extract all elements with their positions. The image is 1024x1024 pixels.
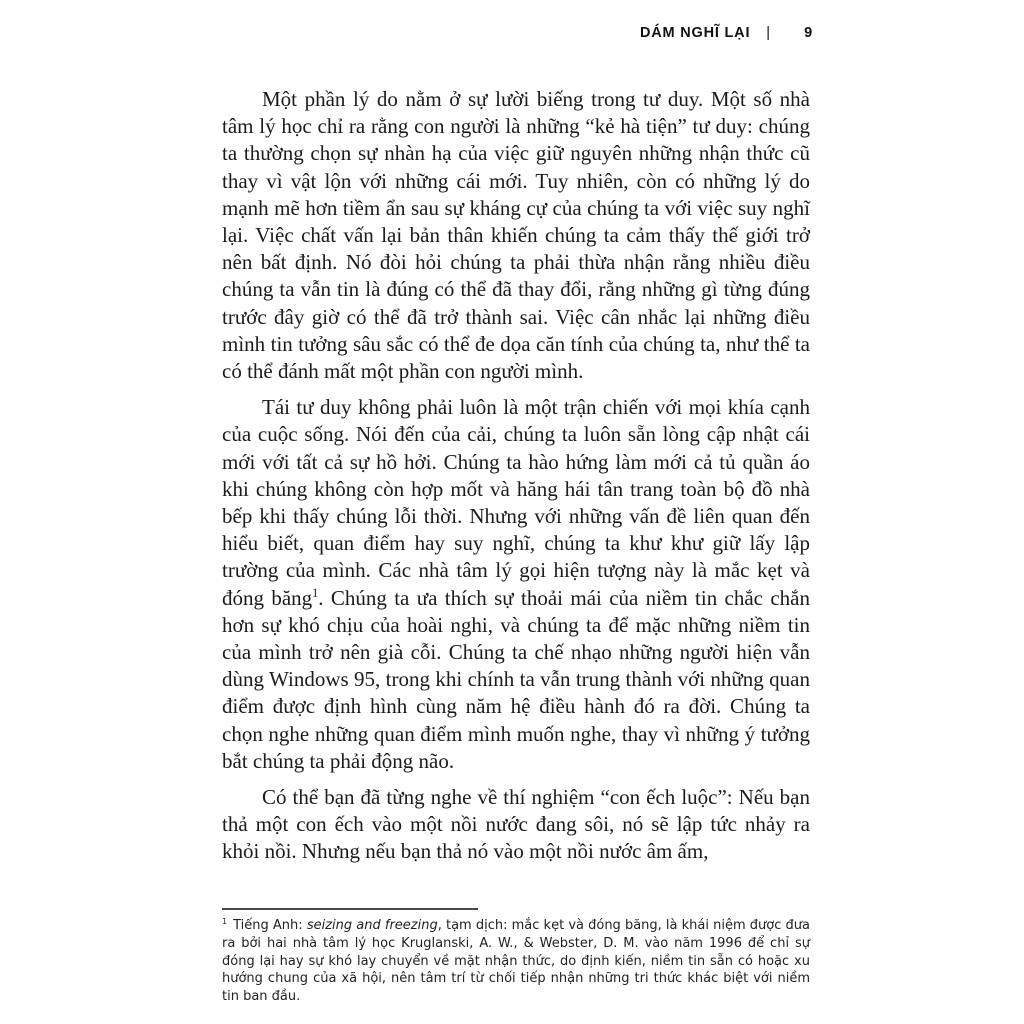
- running-head-title: DÁM NGHĨ LẠI: [640, 25, 751, 41]
- footnote-italic-term: seizing and freezing: [306, 918, 438, 933]
- footnote-marker: 1: [222, 916, 228, 926]
- footnote-section: [222, 908, 810, 1006]
- paragraph-2: [222, 394, 810, 775]
- footnote-text: [222, 917, 810, 1006]
- footnote-reference: 1: [312, 585, 319, 600]
- footnote-divider-rule: [222, 908, 478, 910]
- paragraph-2-text-after-note: . Chúng ta ưa thích sự thoải mái của niềm tin chắc chắn hơn sự khó chịu của hoài nghi, và chúng ta để mặc những niềm tin của mình trở nên già cỗi. Chúng ta chế nhạo những người hiện vẫn dùng Windows 95, trong khi chính ta vẫn trung thành với những quan điểm được định hình cùng năm hệ điều hành đó ra đời. Chúng ta chọn nghe những quan điểm mình muốn nghe, thay vì những ý tưởng bắt chúng ta phải động não.: [222, 585, 810, 773]
- footnote-text-before-italic: Tiếng Anh:: [233, 918, 307, 933]
- running-head-divider: |: [766, 25, 771, 41]
- body-text-block: [222, 86, 810, 875]
- paragraph-1: Một phần lý do nằm ở sự lười biếng trong tư duy. Một số nhà tâm lý học chỉ ra rằng con người là những “kẻ hà tiện” tư duy: chúng ta thường chọn sự nhàn hạ của việc giữ nguyên những nhận thức cũ thay vì vật lộn với những cái mới. Tuy nhiên, còn có những lý do mạnh mẽ hơn tiềm ẩn sau sự kháng cự của chúng ta với việc suy nghĩ lại. Việc chất vấn lại bản thân khiến chúng ta cảm thấy thế giới trở nên bất định. Nó đòi hỏi chúng ta phải thừa nhận rằng nhiều điều chúng ta vẫn tin là đúng có thể đã thay đổi, rằng những gì từng đúng trước đây giờ có thể đã trở thành sai. Việc cân nhắc lại những điều mình tin tưởng sâu sắc có thể đe dọa căn tính của chúng ta, như thể ta có thể đánh mất một phần con người mình.: [222, 87, 810, 384]
- running-head: [640, 25, 812, 41]
- footnote-text-after-italic: , tạm dịch: mắc kẹt và đóng băng, là khái niệm được đưa ra bởi hai nhà tâm lý học Kruglanski, A. W., & Webster, D. M. vào năm 1996 để chỉ sự đóng lại hay sự khó lay chuyển về mặt nhận thức, do định kiến, niềm tin sẵn có hoặc xu hướng chung của xã hội, nên tâm trí từ chối tiếp nhận những tri thức khác biệt với niềm tin ban đầu.: [222, 918, 810, 1005]
- paragraph-2-text-before-note: Tái tư duy không phải luôn là một trận chiến với mọi khía cạnh của cuộc sống. Nói đến của cải, chúng ta luôn sẵn lòng cập nhật cái mới với tất cả sự hồ hởi. Chúng ta hào hứng làm mới cả tủ quần áo khi chúng không còn hợp mốt và hăng hái tân trang toàn bộ đồ nhà bếp khi thấy chúng lỗi thời. Nhưng với những vấn đề liên quan đến hiểu biết, quan điểm hay suy nghĩ, chúng ta khư khư giữ lấy lập trường của mình. Các nhà tâm lý gọi hiện tượng này là mắc kẹt và đóng băng: [222, 395, 810, 610]
- page-number: 9: [804, 25, 813, 41]
- paragraph-3: Có thể bạn đã từng nghe về thí nghiệm “con ếch luộc”: Nếu bạn thả một con ếch vào một nồi nước đang sôi, nó sẽ lập tức nhảy ra khỏi nồi. Nhưng nếu bạn thả nó vào một nồi nước âm ấm,: [222, 785, 810, 864]
